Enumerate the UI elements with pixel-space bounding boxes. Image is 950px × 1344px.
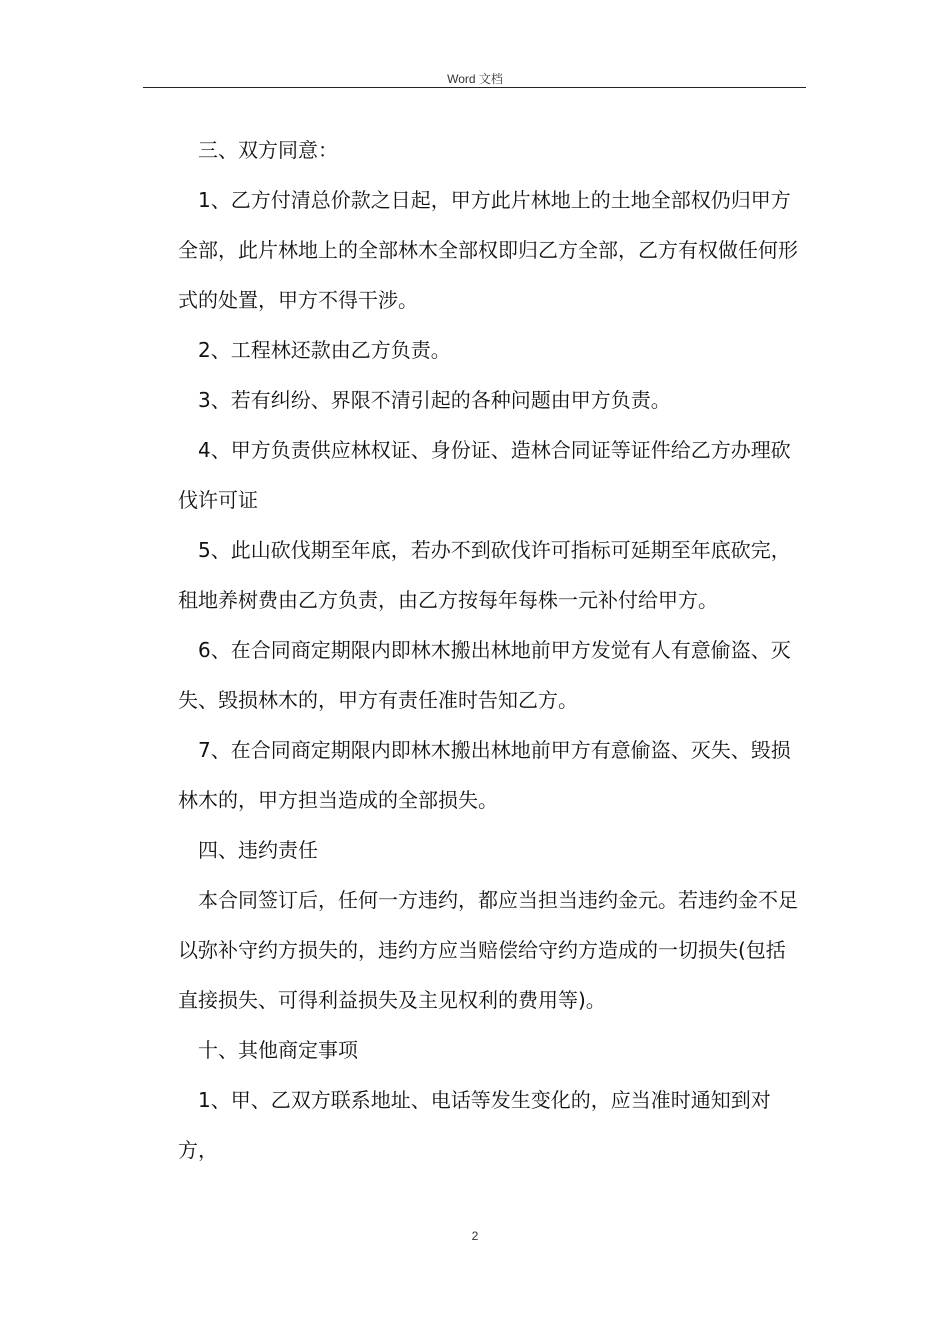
other-clause-1-contact-changes: 1、甲、乙双方联系地址、电话等发生变化的，应当准时通知到对方， xyxy=(178,1088,771,1162)
header-divider xyxy=(143,87,806,88)
section-heading-breach: 四、违约责任 xyxy=(198,838,318,862)
clause-4-certificates: 4、甲方负责供应林权证、身份证、造林合同证等证件给乙方办理砍伐许可证 xyxy=(178,438,791,512)
clause-2-repayment: 2、工程林还款由乙方负责。 xyxy=(198,338,451,362)
clause-6-notification: 6、在合同商定期限内即林木搬出林地前甲方发觉有人有意偷盗、灭失、毁损林木的，甲方有责任准时告知乙方。 xyxy=(178,638,791,712)
header-title: Word 文档 xyxy=(447,72,503,86)
page-number: 2 xyxy=(471,1229,479,1243)
clause-1-ownership: 1、乙方付清总价款之日起，甲方此片林地上的土地全部权仍归甲方全部，此片林地上的全部林木全部权即归乙方全部，乙方有权做任何形式的处置，甲方不得干涉。 xyxy=(178,188,798,312)
section-heading-mutual-agreement: 三、双方同意： xyxy=(198,138,338,162)
section-heading-other-matters: 十、其他商定事项 xyxy=(198,1038,358,1062)
document-body xyxy=(178,125,804,1175)
breach-clause: 本合同签订后，任何一方违约，都应当担当违约金元。若违约金不足以弥补守约方损失的，违约方应当赔偿给守约方造成的一切损失(包括直接损失、可得利益损失及主见权利的费用等)。 xyxy=(178,888,798,1012)
clause-3-disputes: 3、若有纠纷、界限不清引起的各种问题由甲方负责。 xyxy=(198,388,671,412)
clause-5-logging-period: 5、此山砍伐期至年底，若办不到砍伐许可指标可延期至年底砍完，租地养树费由乙方负责，由乙方按每年每株一元补付给甲方。 xyxy=(178,538,791,612)
clause-7-liability: 7、在合同商定期限内即林木搬出林地前甲方有意偷盗、灭失、毁损林木的，甲方担当造成的全部损失。 xyxy=(178,738,791,812)
